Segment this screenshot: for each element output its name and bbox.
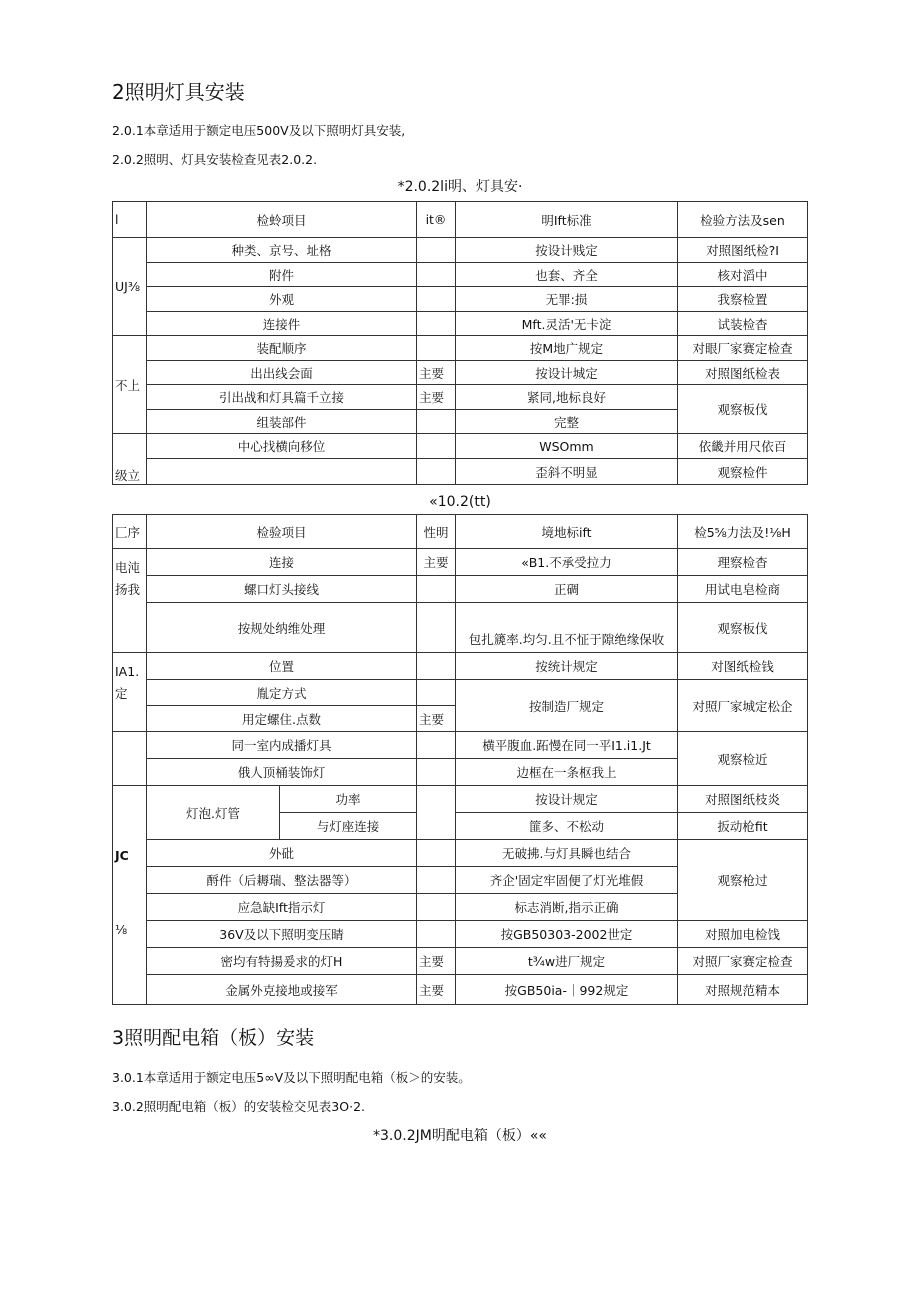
- item-cell: 连接: [147, 549, 417, 576]
- table-caption: *3.0.2JM明配电箱（板）««: [373, 1128, 547, 1144]
- method-cell: 观察检近: [678, 732, 808, 786]
- nature-cell: [417, 653, 456, 680]
- category-cell: [113, 732, 147, 786]
- standard-cell: 正碉: [456, 576, 678, 603]
- nature-cell: [417, 894, 456, 921]
- item-cell: 密均有特揚爰求的灯H: [147, 948, 417, 975]
- nature-cell: 主要: [417, 385, 456, 410]
- table-header-row: [113, 202, 808, 238]
- section-heading: 2照明灯具安装: [112, 80, 245, 104]
- nature-cell: [417, 786, 456, 840]
- header-cell: it®: [417, 202, 456, 238]
- nature-cell: [417, 680, 456, 706]
- nature-cell: [417, 312, 456, 336]
- nature-cell: [417, 336, 456, 361]
- table-row: [113, 732, 808, 759]
- standard-cell: 按制造厂规定: [456, 680, 678, 732]
- category-bottom: ⅛: [115, 922, 128, 937]
- table-header-row: [113, 515, 808, 549]
- standard-cell: 标志消断,指示正确: [456, 894, 678, 921]
- item-cell: 36V及以下照明变压睛: [147, 921, 417, 948]
- method-cell: 理察检杳: [678, 549, 808, 576]
- standard-cell: 按GB50303-2002世定: [456, 921, 678, 948]
- nature-cell: [417, 410, 456, 434]
- table-row: [113, 459, 808, 485]
- category-cell: [113, 786, 147, 1005]
- table-row: [113, 948, 808, 975]
- nature-cell: 主要: [417, 361, 456, 385]
- standard-cell: WSOmm: [456, 434, 678, 459]
- item-cell: 用定螺住.点数: [147, 706, 417, 732]
- header-cell: 检蛉项目: [147, 202, 417, 238]
- method-cell: 对照厂家城定松企: [678, 680, 808, 732]
- nature-cell: [417, 732, 456, 759]
- header-cell: 明Ift标准: [456, 202, 678, 238]
- header-cell: 境地标ift: [456, 515, 678, 549]
- item-cell: 引出战和灯具篇千立接: [147, 385, 417, 410]
- standard-cell: «B1.不承受拉力: [456, 549, 678, 576]
- method-cell: 试装检杳: [678, 312, 808, 336]
- standard-cell: 按M地广规定: [456, 336, 678, 361]
- nature-cell: [417, 434, 456, 459]
- table-row: [113, 840, 808, 867]
- standard-cell: 歪斜不明显: [456, 459, 678, 485]
- nature-cell: [417, 263, 456, 287]
- item-cell: 出出线会面: [147, 361, 417, 385]
- table-row: [113, 361, 808, 385]
- method-cell: 对照规范精本: [678, 975, 808, 1005]
- item-cell: 螺口灯头接线: [147, 576, 417, 603]
- method-cell: 观察检件: [678, 459, 808, 485]
- nature-cell: [417, 603, 456, 653]
- table-row: [113, 434, 808, 459]
- method-cell: 观察板伐: [678, 385, 808, 434]
- table-row: [113, 786, 808, 813]
- table-row: [113, 921, 808, 948]
- item-cell: 按规处纳维处理: [147, 603, 417, 653]
- nature-cell: [417, 840, 456, 867]
- table-row: [113, 603, 808, 653]
- item-cell: 酹件（后耨瑞、整法器等）: [147, 867, 417, 894]
- header-cell: 匚序: [113, 515, 147, 549]
- paragraph: 3.0.2照明配电箱（板）的安装检交见表3O·2.: [112, 1099, 365, 1114]
- item-cell: 组装部件: [147, 410, 417, 434]
- standard-cell: 包扎篪率.均匀.且不怔于隙绝缘保收: [456, 603, 678, 653]
- section-heading: 3照明配电箱（板）安装: [112, 1027, 315, 1049]
- standard-cell: 紧同,地标良好: [456, 385, 678, 410]
- item-cell: 外砒: [147, 840, 417, 867]
- nature-cell: [417, 759, 456, 786]
- method-cell: 扳动枪fit: [678, 813, 808, 840]
- table-row: [113, 263, 808, 287]
- item-cell: 胤定方式: [147, 680, 417, 706]
- standard-cell: 边框在一条枢我上: [456, 759, 678, 786]
- standard-cell: 按设计城定: [456, 361, 678, 385]
- standard-cell: 按设计规定: [456, 786, 678, 813]
- category-cell: IA1.定: [113, 653, 147, 732]
- nature-cell: [417, 867, 456, 894]
- item-cell: [147, 459, 417, 485]
- nature-cell: [417, 921, 456, 948]
- item-cell: 外观: [147, 287, 417, 312]
- nature-cell: [417, 576, 456, 603]
- item-cell: 与灯座连接: [280, 813, 417, 840]
- header-cell: 检验方法及sen: [678, 202, 808, 238]
- item-cell: 附件: [147, 263, 417, 287]
- method-cell: 对照加电检饯: [678, 921, 808, 948]
- method-cell: 用试电皂检商: [678, 576, 808, 603]
- standard-cell: 无罪:损: [456, 287, 678, 312]
- nature-cell: 主要: [417, 706, 456, 732]
- item-cell: 应急缺Ift指示灯: [147, 894, 417, 921]
- category-cell: 电沌扬我: [113, 549, 147, 653]
- method-cell: 观察枪过: [678, 840, 808, 921]
- method-cell: 依畿并用尺依百: [678, 434, 808, 459]
- inspection-table-2: [112, 514, 808, 1005]
- nature-cell: [417, 238, 456, 263]
- inspection-table-1: [112, 201, 808, 485]
- paragraph: 2.0.1本章适用于额定电压500V及以下照明灯具安装,: [112, 123, 406, 138]
- item-cell: 位置: [147, 653, 417, 680]
- table-row: [113, 312, 808, 336]
- method-cell: 对图纸检钱: [678, 653, 808, 680]
- paragraph: 2.0.2照明、灯具安装检查见表2.0.2.: [112, 152, 318, 167]
- item-cell: 金属外克接地或接军: [147, 975, 417, 1005]
- category-cell: 不上: [113, 336, 147, 434]
- standard-cell: Mft.灵活'无卡淀: [456, 312, 678, 336]
- standard-cell: 按统计规定: [456, 653, 678, 680]
- standard-cell: 篚多、不松动: [456, 813, 678, 840]
- category-cell: UJ⅜: [113, 238, 147, 336]
- table-row: [113, 287, 808, 312]
- table-row: [113, 680, 808, 706]
- nature-cell: [417, 287, 456, 312]
- standard-cell: 横平腹血.跖慢在同一平I1.i1.Jt: [456, 732, 678, 759]
- item-cell: 种类、京号、址格: [147, 238, 417, 263]
- table-row: [113, 975, 808, 1005]
- method-cell: 对照图纸枝炎: [678, 786, 808, 813]
- method-cell: 对照图纸检?I: [678, 238, 808, 263]
- item-cell: 装配顺序: [147, 336, 417, 361]
- table-row: [113, 549, 808, 576]
- table-row: [113, 336, 808, 361]
- item-cell: 连接件: [147, 312, 417, 336]
- category-cell: 级立: [113, 434, 147, 485]
- nature-cell: 主要: [417, 975, 456, 1005]
- header-cell: l: [113, 202, 147, 238]
- method-cell: 对眼厂家赛定检查: [678, 336, 808, 361]
- paragraph: 3.0.1本章适用于额定电压5∞V及以下照明配电箱（板＞的安装。: [112, 1070, 471, 1085]
- category-top: JC: [115, 848, 129, 863]
- method-cell: 我察检置: [678, 287, 808, 312]
- item-cell: 俄人顶桶装饰灯: [147, 759, 417, 786]
- item-cell: 功率: [280, 786, 417, 813]
- table-row: [113, 576, 808, 603]
- standard-cell: t¾w进厂规定: [456, 948, 678, 975]
- table-row: [113, 653, 808, 680]
- table-row: [113, 238, 808, 263]
- table-row: [113, 385, 808, 410]
- standard-cell: 也套、齐全: [456, 263, 678, 287]
- table-caption: «10.2(tt): [429, 494, 491, 510]
- nature-cell: 主要: [417, 948, 456, 975]
- item-cell: 中心找横向移位: [147, 434, 417, 459]
- header-cell: 性明: [417, 515, 456, 549]
- item-cell: 同一室内成播灯具: [147, 732, 417, 759]
- header-cell: 检验项目: [147, 515, 417, 549]
- method-cell: 核对滔中: [678, 263, 808, 287]
- method-cell: 对照图纸检表: [678, 361, 808, 385]
- method-cell: 对照厂家赛定检查: [678, 948, 808, 975]
- table-caption: *2.0.2li明、灯具安·: [397, 179, 523, 195]
- standard-cell: 完整: [456, 410, 678, 434]
- standard-cell: 按GB50ia-｜992规定: [456, 975, 678, 1005]
- method-cell: 观察板伐: [678, 603, 808, 653]
- standard-cell: 齐企'固定牢固便了灯光堆假: [456, 867, 678, 894]
- standard-cell: 无破拂.与灯具瞬也结合: [456, 840, 678, 867]
- header-cell: 检5⅝力法及!⅛H: [678, 515, 808, 549]
- standard-cell: 按设计贱定: [456, 238, 678, 263]
- sub-category-cell: 灯泡.灯管: [147, 786, 280, 840]
- nature-cell: [417, 459, 456, 485]
- nature-cell: 主要: [417, 549, 456, 576]
